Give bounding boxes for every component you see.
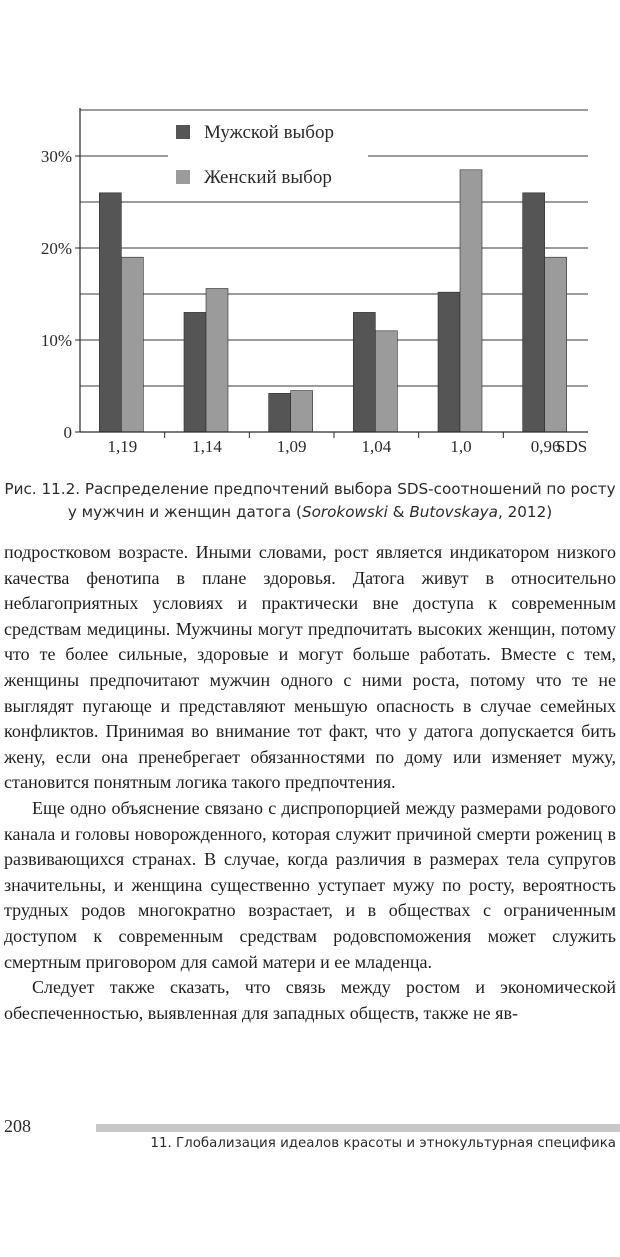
x-axis-title: SDS (556, 437, 588, 456)
page-number: 208 (4, 1116, 31, 1136)
x-tick-label: 1,19 (107, 437, 138, 456)
running-footer-title: 11. Глобализация идеалов красоты и этнокультурная специфика (150, 1136, 616, 1151)
bar-male (269, 393, 291, 432)
y-tick-label: 30% (40, 147, 72, 166)
figure-caption (0, 478, 620, 524)
y-tick-label: 20% (40, 239, 72, 258)
bar-female (545, 257, 567, 432)
bar-male (353, 312, 375, 432)
caption-author-2: Butovskaya (409, 503, 498, 521)
bar-female (121, 257, 143, 432)
bar-chart (0, 0, 620, 470)
caption-text: у мужчин и женщин датога ( (67, 503, 302, 521)
x-tick-label: 0,96 (530, 437, 561, 456)
x-tick-label: 1,09 (276, 437, 307, 456)
x-tick-label: 1,0 (450, 437, 472, 456)
paragraph-1: подростковом возрасте. Иными словами, рост является индикатором низкого качества фенотипа в плане здоровья. Датога живут в относительно неблагоприятных условиях и практически вне доступа к современным средствам медицины. Мужчины могут предпочитать высоких женщин, потому что те более сильные, здоровые и могут больше работать. Вместе с тем, женщины предпочитают мужчин одного с ними роста, потому что те не выглядят пугающе и представляют меньшую опасность в случае семейных конфликтов. Принимая во внимание тот факт, что у датога допускается бить жену, если она пренебрегает обязанностями по дому или изменяет мужу, становится понятным логика такого предпочтения. (4, 542, 616, 793)
bar-female (375, 331, 397, 432)
bar-male (184, 312, 206, 432)
chart-bars (99, 170, 566, 432)
legend-swatch (176, 125, 190, 139)
bar-female (291, 391, 313, 432)
y-tick-label: 10% (40, 331, 72, 350)
chart-legend (168, 118, 368, 196)
bar-male (523, 193, 545, 432)
caption-line-2 (0, 501, 620, 524)
paragraph-3: Следует также сказать, что связь между ростом и экономической обеспеченностью, выявленная для западных обществ, также не яв- (4, 977, 616, 1023)
bar-female (460, 170, 482, 432)
y-axis-ticks (41, 147, 80, 442)
legend-swatch (176, 170, 190, 184)
bar-male (99, 193, 121, 432)
x-tick-label: 1,04 (361, 437, 392, 456)
caption-line-1: Рис. 11.2. Распределение предпочтений выбора SDS-соотношений по росту (4, 480, 616, 498)
footer-rule (96, 1124, 620, 1132)
caption-author-1: Sorokowski (301, 503, 388, 521)
bar-male (438, 292, 460, 432)
legend-label: Женский выбор (204, 167, 332, 188)
caption-amp: & (387, 503, 410, 521)
caption-year: , 2012) (497, 503, 553, 521)
y-tick-label: 0 (63, 423, 72, 442)
paragraph-2: Еще одно объяснение связано с диспропорцией между размерами родового канала и головы новорожденного, которая служит причиной смерти рожениц в развивающихся странах. В случае, когда различия в размерах тела супругов значительны, и женщина существенно уступает мужу по росту, вероятность трудных родов многократно возрастает, и в обществах с ограниченным доступом к современным средствам родовспоможения может служить смертным приговором для самой матери и ее младенца. (4, 797, 616, 972)
x-axis-ticks (107, 432, 587, 456)
bar-female (206, 288, 228, 432)
legend-label: Мужской выбор (204, 122, 334, 143)
body-text (4, 540, 616, 1026)
x-tick-label: 1,14 (192, 437, 222, 456)
